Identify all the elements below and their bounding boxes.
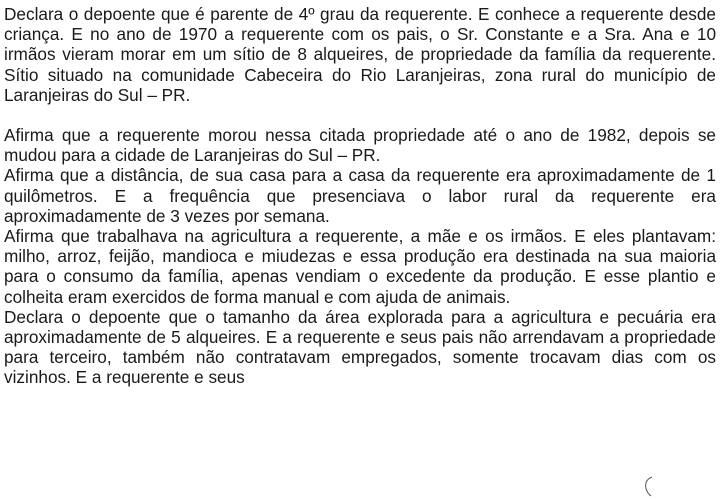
paragraph-agriculture: Afirma que trabalhava na agricultura a requerente, a mãe e os irmãos. E eles plantavam: milho, arroz, feijão, mandioca e miudezas e essa produção era destinada na sua maioria para o consumo da família, apenas vendiam o excedente da produção. E esse plantio e colheita eram exercidos de forma manual e com ajuda de animais. [4,226,716,307]
paragraph-residence: Afirma que a requerente morou nessa citada propriedade até o ano de 1982, depois se mudou para a cidade de Laranjeiras do Sul – PR. [4,125,716,166]
paragraph-relationship: Declara o depoente que é parente de 4º grau da requerente. E conhece a requerente desde criança. E no ano de 1970 a requerente com os pais, o Sr. Constante e a Sra. Ana e 10 irmãos vieram morar em um sítio de 8 alqueires, de propriedade da família da requerente. Sítio situado na comunidade Cabeceira do Rio Laranjeiras, zona rural do município de Laranjeiras do Sul – PR. [4,4,716,105]
paragraph-distance: Afirma que a distância, de sua casa para a casa da requerente era aproximadamente de 1 quilômetros. E a frequência que presenciava o labor rural da requerente era aproximadamente de 3 vezes por semana. [4,165,716,226]
handwritten-initial-mark [642,475,654,497]
paragraph-gap [4,105,716,125]
paragraph-area: Declara o depoente que o tamanho da área explorada para a agricultura e pecuária era aproximadamente de 5 alqueires. E a requerente e seus pais não arrendavam a propriedade para terceiro, também não contratavam empregados, somente trocavam dias com os vizinhos. E a requerente e seus [4,306,716,388]
